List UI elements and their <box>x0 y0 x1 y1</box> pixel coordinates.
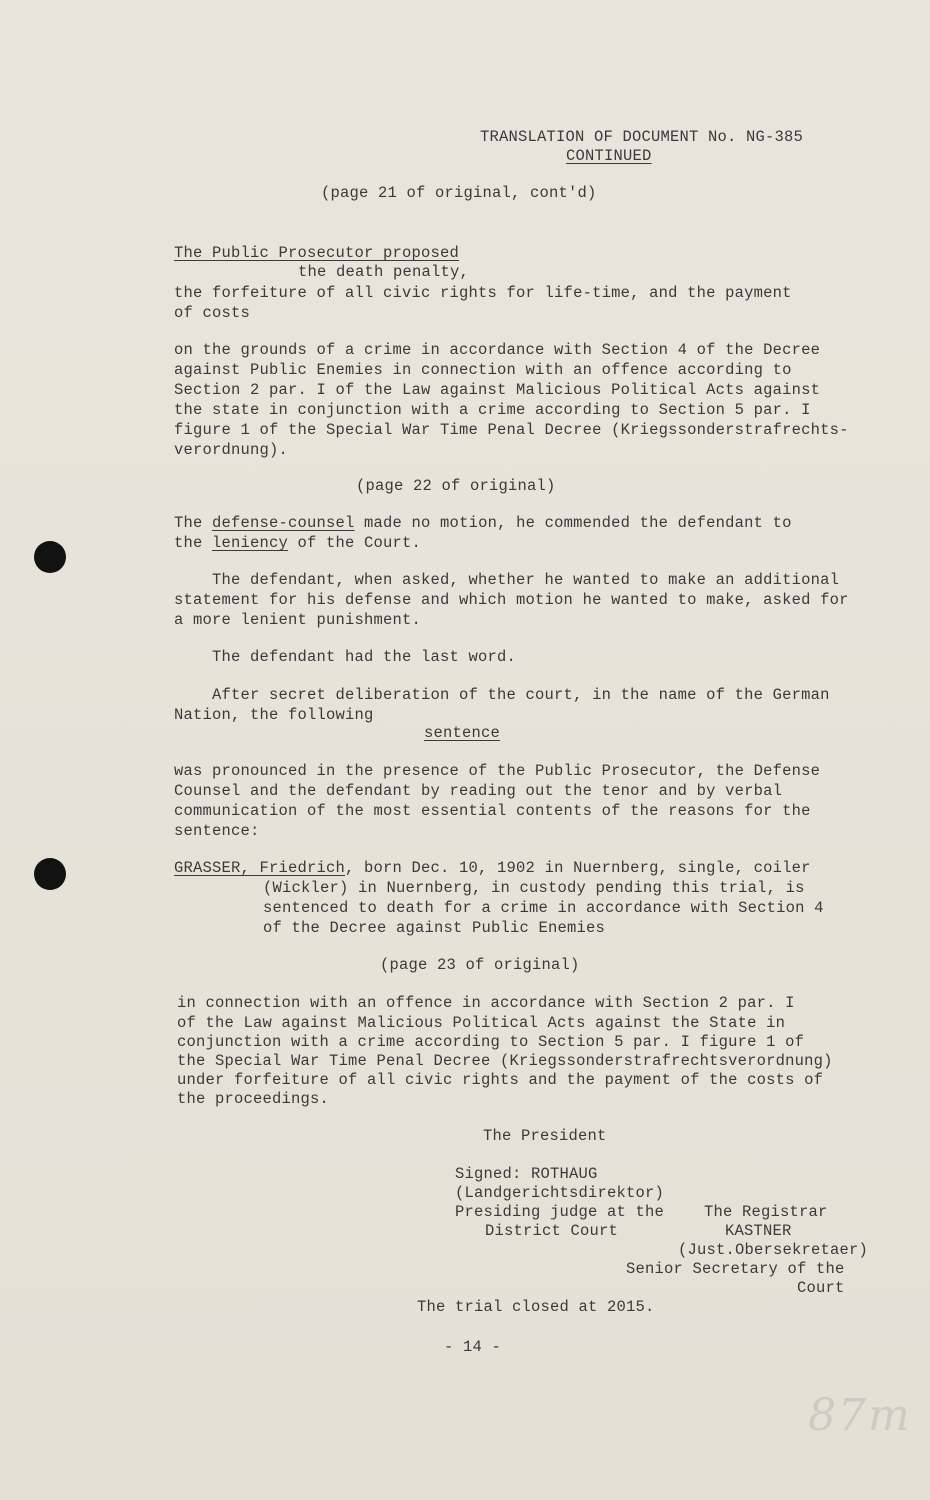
page-number: - 14 - <box>444 1338 502 1356</box>
verdict-line <box>174 859 811 879</box>
punch-hole <box>34 541 66 573</box>
registrar-line: Court <box>626 1279 845 1297</box>
pronounced-line: Counsel and the defendant by reading out the tenor and by verbal <box>174 782 783 800</box>
pronounced-line: communication of the most essential contents of the reasons for the <box>174 802 811 820</box>
grounds-line: verordnung). <box>174 441 289 459</box>
connection-line: the proceedings. <box>177 1090 330 1108</box>
registrar-line: Senior Secretary of the <box>626 1260 845 1278</box>
president-title: The President <box>483 1127 607 1145</box>
registrar-line: The Registrar <box>704 1203 828 1221</box>
page-reference: (page 22 of original) <box>356 477 556 495</box>
pronounced-line: was pronounced in the presence of the Public Prosecutor, the Defense <box>174 762 821 780</box>
connection-line: in connection with an offence in accordance with Section 2 par. I <box>177 994 795 1012</box>
counsel-rest: of the Court. <box>288 534 422 552</box>
page-reference: (page 23 of original) <box>380 956 580 974</box>
president-line: District Court <box>466 1222 619 1240</box>
president-line: Presiding judge at the <box>455 1203 665 1221</box>
counsel-line <box>174 514 792 534</box>
defendant-line: The defendant, when asked, whether he wanted to make an additional <box>174 571 840 589</box>
registrar-line: KASTNER <box>706 1222 792 1240</box>
verdict-rest: , born Dec. 10, 1902 in Nuernberg, single, coiler <box>345 859 811 877</box>
sentence-heading: sentence <box>424 724 501 742</box>
deliberation-line: After secret deliberation of the court, in the name of the German <box>174 686 830 704</box>
grounds-line: Section 2 par. I of the Law against Malicious Political Acts against <box>174 381 821 399</box>
last-word-line: The defendant had the last word. <box>174 648 517 666</box>
connection-line: conjunction with a crime according to Section 5 par. I figure 1 of <box>177 1033 805 1051</box>
registrar-line: (Just.Obersekretaer) <box>678 1241 869 1259</box>
pronounced-line: sentence: <box>174 822 260 840</box>
prosecutor-line: the forfeiture of all civic rights for life-time, and the payment <box>174 284 792 302</box>
counsel-underlined: defense-counsel <box>212 514 355 532</box>
verdict-line: of the Decree against Public Enemies <box>263 919 606 937</box>
prosecutor-line: of costs <box>174 304 251 322</box>
connection-line: of the Law against Malicious Political Acts against the State in <box>177 1014 786 1032</box>
counsel-line <box>174 534 421 554</box>
doc-header-title: TRANSLATION OF DOCUMENT No. NG-385 <box>480 128 804 146</box>
connection-line: under forfeiture of all civic rights and the payment of the costs of <box>177 1071 824 1089</box>
counsel-underlined: leniency <box>212 534 289 552</box>
deliberation-line: Nation, the following <box>174 706 374 724</box>
trial-closed-line: The trial closed at 2015. <box>417 1298 655 1316</box>
defendant-line: statement for his defense and which motion he wanted to make, asked for <box>174 591 849 609</box>
verdict-line: (Wickler) in Nuernberg, in custody pending this trial, is <box>263 879 805 897</box>
counsel-prefix: The <box>174 514 213 532</box>
grounds-line: figure 1 of the Special War Time Penal Decree (Kriegssonderstrafrechts- <box>174 421 849 439</box>
counsel-prefix: the <box>174 534 213 552</box>
prosecutor-line: the death penalty, <box>298 263 470 281</box>
defendant-name: GRASSER, Friedrich <box>174 859 346 877</box>
grounds-line: on the grounds of a crime in accordance with Section 4 of the Decree <box>174 341 821 359</box>
president-line: Signed: ROTHAUG <box>455 1165 598 1183</box>
prosecutor-heading: The Public Prosecutor proposed <box>174 244 460 262</box>
grounds-line: the state in conjunction with a crime according to Section 5 par. I <box>174 401 811 419</box>
page-reference: (page 21 of original, cont'd) <box>321 184 597 202</box>
connection-line: the Special War Time Penal Decree (Kriegssonderstrafrechtsverordnung) <box>177 1052 833 1070</box>
defendant-line: a more lenient punishment. <box>174 611 422 629</box>
doc-header-continued: CONTINUED <box>566 147 652 165</box>
punch-hole <box>34 858 66 890</box>
counsel-rest: made no motion, he commended the defendant to <box>354 514 792 532</box>
president-line: (Landgerichtsdirektor) <box>455 1184 665 1202</box>
handwritten-mark: 87m <box>808 1390 912 1441</box>
verdict-line: sentenced to death for a crime in accordance with Section 4 <box>263 899 824 917</box>
grounds-line: against Public Enemies in connection with an offence according to <box>174 361 792 379</box>
